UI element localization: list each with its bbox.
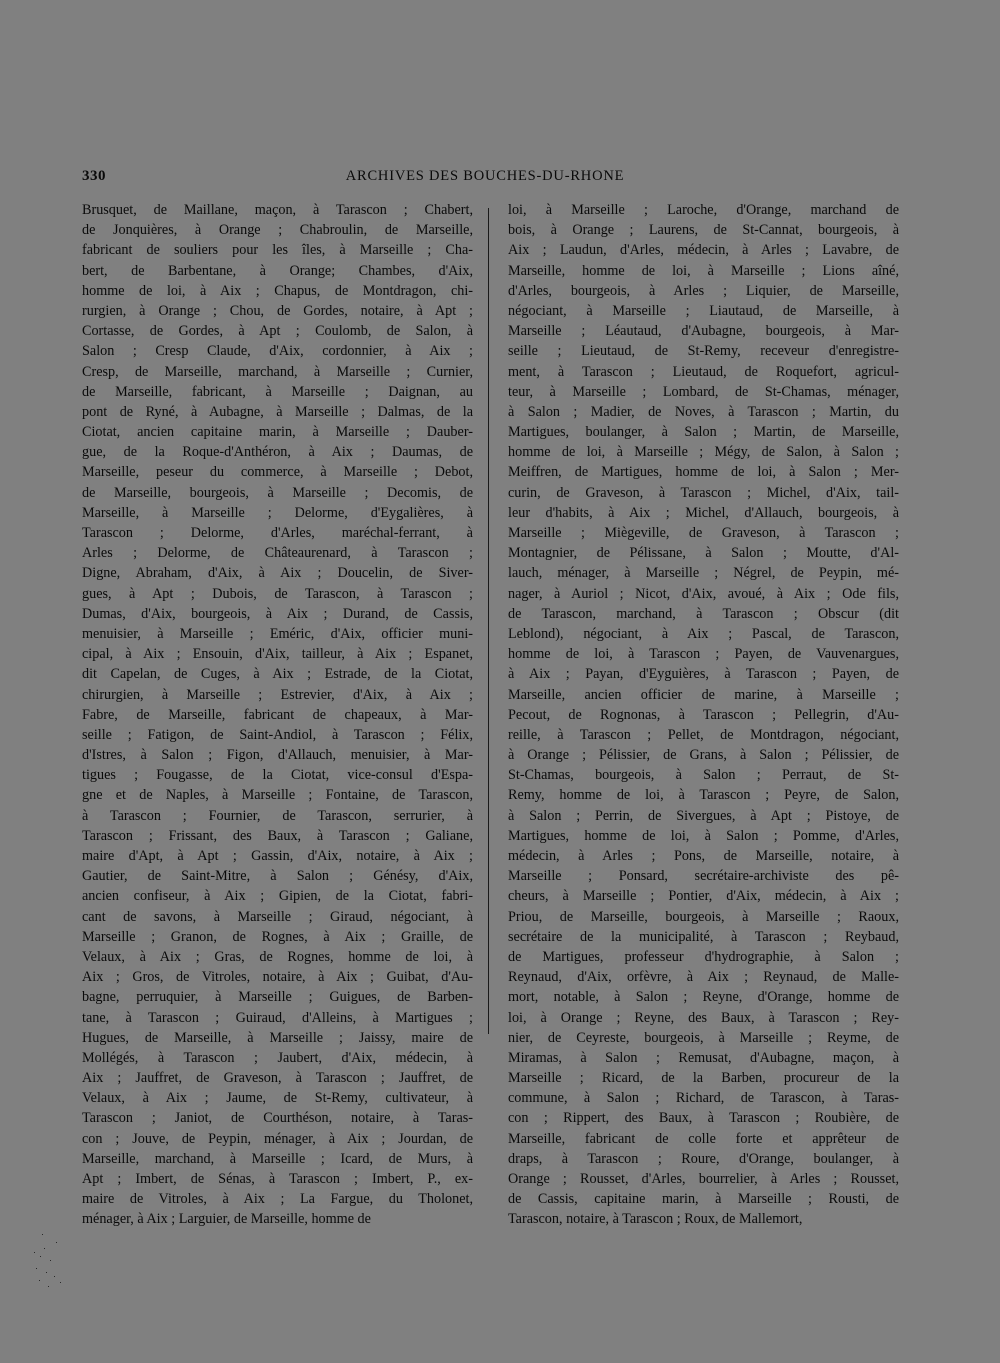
text-line: ment, à Tarascon ; Lieutaud, de Roquefort, agricul- [508,363,899,380]
text-line: St-Chamas, bourgeois, à Salon ; Perraut, de St- [508,767,899,784]
speck [54,1276,55,1277]
speck [34,1252,35,1253]
text-line: cant de savons, à Marseille ; Giraud, négociant, à [82,908,473,925]
text-line: Velaux, à Aix ; Gras, de Rognes, homme de loi, à [82,948,473,965]
text-line: à Tarascon ; Fournier, de Tarascon, serrurier, à [82,807,473,824]
speck [42,1234,43,1235]
text-line: Priou, de Marseille, bourgeois, à Marseille ; Raoux, [508,908,899,925]
text-line: de Martigues, professeur d'hydrographie, à Salon ; [508,948,899,965]
text-line: cheurs, à Marseille ; Pontier, d'Aix, médecin, à Aix ; [508,888,899,905]
text-line: de Marseille, fabricant, à Marseille ; Daignan, au [82,383,473,400]
text-line: Tarascon ; Janiot, de Courthéson, notaire, à Taras- [82,1110,473,1127]
text-line: Marseille, ancien officier de marine, à Marseille ; [508,686,899,703]
text-line: Martigues, boulanger, à Salon ; Martin, de Marseille, [508,424,899,441]
page-number: 330 [82,168,106,184]
text-line: commune, à Salon ; Richard, de Tarascon, à Taras- [508,1090,899,1107]
text-line: menuisier, à Marseille ; Eméric, d'Aix, officier muni- [82,625,473,642]
text-line: loi, à Marseille ; Laroche, d'Orange, marchand de [508,202,899,218]
text-line: Arles ; Delorme, de Châteaurenard, à Tarascon ; [82,545,473,562]
speck [60,1282,61,1283]
text-line: Aix ; Laudun, d'Arles, médecin, à Arles ; Lavabre, de [508,242,899,259]
text-line: de Marseille, bourgeois, à Marseille ; Decomis, de [82,484,473,501]
text-line: de Cassis, capitaine marin, à Marseille ; Rousti, de [508,1191,899,1208]
text-line: Aix ; Jauffret, de Graveson, à Tarascon ; Jauffret, de [82,1070,473,1087]
text-line: Marseille, homme de loi, à Marseille ; Lions aîné, [508,262,899,279]
text-line: ménager, à Aix ; Larguier, de Marseille, homme de [82,1211,371,1228]
text-line: teur, à Marseille ; Lombard, de St-Chamas, ménager, [508,383,899,400]
text-line: homme de loi, à Aix ; Chapus, de Montdragon, chi- [82,282,473,299]
column-divider [488,208,489,1034]
text-line: de Tarascon, marchand, à Tarascon ; Obscur (dit [508,605,899,622]
text-line: Hugues, de Marseille, à Marseille ; Jaissy, maire de [82,1029,473,1046]
page-header [82,168,888,190]
text-line: Leblond), négociant, à Aix ; Pascal, de Tarascon, [508,625,899,642]
text-line: Tarascon, notaire, à Tarascon ; Roux, de Mallemort, [508,1211,803,1228]
speck [40,1256,41,1257]
text-line: nier, de Ceyreste, bourgeois, à Marseille ; Reyme, de [508,1029,899,1046]
text-line: maire de Vitroles, à Aix ; La Fargue, du Tholonet, [82,1191,473,1208]
text-line: ancien confiseur, à Aix ; Gipien, de la Ciotat, fabri- [82,888,473,905]
text-line: Marseille ; Ponsard, secrétaire-archiviste des pê- [508,868,899,885]
text-line: Tarascon ; Delorme, d'Arles, maréchal-ferrant, à [82,525,473,541]
text-line: Cortasse, de Gordes, à Apt ; Coulomb, de Salon, à [82,323,473,340]
speck [36,1268,37,1269]
speck [56,1242,57,1243]
text-line: curin, de Graveson, à Tarascon ; Michel, d'Aix, tail- [508,484,899,501]
speck [39,1280,40,1281]
text-line: Dumas, d'Aix, bourgeois, à Aix ; Durand, de Cassis, [82,605,473,622]
text-line: Ciotat, ancien capitaine marin, à Marseille ; Dauber- [82,424,473,441]
text-line: seille ; Lieutaud, de St-Remy, receveur d'enregistre- [508,343,899,360]
text-line: Miramas, à Salon ; Remusat, d'Aubagne, maçon, à [508,1049,899,1066]
text-line: seille ; Fatigon, de Saint-Andiol, à Tarascon ; Félix, [82,726,473,743]
text-line: bert, de Barbentane, à Orange; Chambes, d'Aix, [82,262,473,279]
speck [50,1260,51,1261]
text-line: à Orange ; Pélissier, de Grans, à Salon ; Pélissier, de [508,747,899,764]
text-line: bois, à Orange ; Laurens, de St-Cannat, bourgeois, à [508,222,899,239]
text-line: Cresp, de Marseille, marchand, à Marseille ; Curnier, [82,363,473,380]
text-line: à Salon ; Madier, de Noves, à Tarascon ; Martin, du [508,403,899,420]
text-line: con ; Rippert, des Baux, à Tarascon ; Roubière, de [508,1110,899,1127]
text-line: dit Capelan, de Cuges, à Aix ; Estrade, de la Ciotat, [82,666,473,683]
text-line: d'Istres, à Salon ; Figon, d'Allauch, menuisier, à Mar- [82,747,473,764]
speck [48,1286,49,1287]
text-line: tigues ; Fougasse, de la Ciotat, vice-consul d'Espa- [82,767,473,784]
text-line: Orange ; Rousset, d'Arles, bourrelier, à Arles ; Rousset, [508,1171,899,1187]
running-title: ARCHIVES DES BOUCHES-DU-RHONE [345,168,625,184]
text-line: nager, à Auriol ; Nicot, d'Aix, avoué, à Aix ; Ode fils, [508,585,899,602]
text-line: négociant, à Marseille ; Liautaud, de Marseille, à [508,302,899,319]
text-line: Velaux, à Aix ; Jaume, de St-Remy, cultivateur, à [82,1090,473,1107]
text-line: Gautier, de Saint-Mitre, à Salon ; Génésy, d'Aix, [82,868,473,885]
text-line: de Jonquières, à Orange ; Chabroulin, de Marseille, [82,222,473,239]
speck [44,1248,45,1249]
text-line: Digne, Abraham, d'Aix, à Aix ; Doucelin, de Siver- [82,565,473,582]
text-line: Marseille ; Ricard, de la Barben, procureur de la [508,1070,899,1087]
text-line: Montagnier, de Pélissane, à Salon ; Moutte, d'Al- [508,545,899,562]
text-line: tane, à Tarascon ; Guiraud, d'Alleins, à Martigues ; [82,1009,473,1026]
text-line: secrétaire de la municipalité, à Tarascon ; Reybaud, [508,928,899,945]
text-line: Marseille, à Marseille ; Delorme, d'Eygalières, à [82,504,473,521]
left-column [82,200,473,1228]
text-line: d'Arles, bourgeois, à Arles ; Liquier, de Marseille, [508,282,899,299]
text-line: loi, à Orange ; Reyne, des Baux, à Tarascon ; Rey- [508,1009,899,1026]
text-line: lauch, ménager, à Marseille ; Négrel, de Peypin, mé- [508,565,899,582]
text-line: Marseille, marchand, à Marseille ; Icard, de Murs, à [82,1150,473,1167]
speck [46,1272,47,1273]
text-line: Apt ; Imbert, de Sénas, à Tarascon ; Imbert, P., ex- [82,1171,473,1187]
text-line: bagne, perruquier, à Marseille ; Guigues, de Barben- [82,989,473,1006]
text-line: Fabre, de Marseille, fabricant de chapeaux, à Mar- [82,706,473,723]
text-line: Remy, homme de loi, à Tarascon ; Peyre, de Salon, [508,787,899,804]
text-line: gne et de Naples, à Marseille ; Fontaine, de Tarascon, [82,787,473,804]
text-line: médecin, à Arles ; Pons, de Marseille, notaire, à [508,848,899,864]
text-line: à Salon ; Perrin, de Sivergues, à Apt ; Pistoye, de [508,807,899,824]
text-line: Aix ; Gros, de Vitroles, notaire, à Aix ; Guibat, d'Au- [82,969,473,986]
text-line: chirurgien, à Marseille ; Estrevier, d'Aix, à Aix ; [82,686,473,703]
text-line: Reynaud, d'Aix, orfèvre, à Aix ; Reynaud, de Malle- [508,969,899,986]
text-line: con ; Jouve, de Peypin, ménager, à Aix ; Jourdan, de [82,1130,473,1147]
text-line: gues, à Apt ; Dubois, de Tarascon, à Tarascon ; [82,585,473,602]
text-line: cipal, à Aix ; Ensouin, d'Aix, tailleur, à Aix ; Espanet, [82,646,473,663]
text-line: Marseille ; Miègeville, de Graveson, à Tarascon ; [508,525,899,541]
text-line: à Aix ; Payan, d'Eyguières, à Tarascon ; Payen, de [508,666,899,683]
text-line: Martigues, homme de loi, à Salon ; Pomme, d'Arles, [508,827,899,844]
text-line: Marseille ; Granon, de Rognes, à Aix ; Graille, de [82,928,473,945]
text-line: rurgien, à Orange ; Chou, de Gordes, notaire, à Apt ; [82,302,473,319]
text-line: pont de Ryné, à Aubagne, à Marseille ; Dalmas, de la [82,403,473,420]
text-line: Brusquet, de Maillane, maçon, à Tarascon ; Chabert, [82,202,473,218]
text-line: Marseille, peseur du commerce, à Marseille ; Debot, [82,464,473,481]
text-line: reille, à Tarascon ; Pellet, de Montdragon, négociant, [508,726,899,743]
text-line: homme de loi, à Marseille ; Mégy, de Salon, à Salon ; [508,444,899,461]
text-line: Tarascon ; Frissant, des Baux, à Tarascon ; Galiane, [82,827,473,844]
text-line: draps, à Tarascon ; Roure, d'Orange, boulanger, à [508,1150,899,1167]
text-line: mort, notable, à Salon ; Reyne, d'Orange, homme de [508,989,899,1006]
text-line: Pecout, de Rognonas, à Tarascon ; Pellegrin, d'Au- [508,706,899,723]
text-line: maire d'Apt, à Apt ; Gassin, d'Aix, notaire, à Aix ; [82,848,473,864]
text-line: leur d'habits, à Aix ; Michel, d'Allauch, bourgeois, à [508,504,899,521]
margin-specks [30,1230,70,1290]
text-line: fabricant de souliers pour les îles, à Marseille ; Cha- [82,242,473,259]
text-line: Mollégés, à Tarascon ; Jaubert, d'Aix, médecin, à [82,1049,473,1066]
right-column [508,200,899,1228]
text-line: homme de loi, à Tarascon ; Payen, de Vauvenargues, [508,646,899,663]
text-line: Marseille, fabricant de colle forte et apprêteur de [508,1130,899,1147]
text-line: Meiffren, de Martigues, homme de loi, à Salon ; Mer- [508,464,899,481]
text-line: gue, de la Roque-d'Anthéron, à Aix ; Daumas, de [82,444,473,461]
text-line: Marseille ; Léautaud, d'Aubagne, bourgeois, à Mar- [508,323,899,340]
text-line: Salon ; Cresp Claude, d'Aix, cordonnier, à Aix ; [82,343,473,360]
